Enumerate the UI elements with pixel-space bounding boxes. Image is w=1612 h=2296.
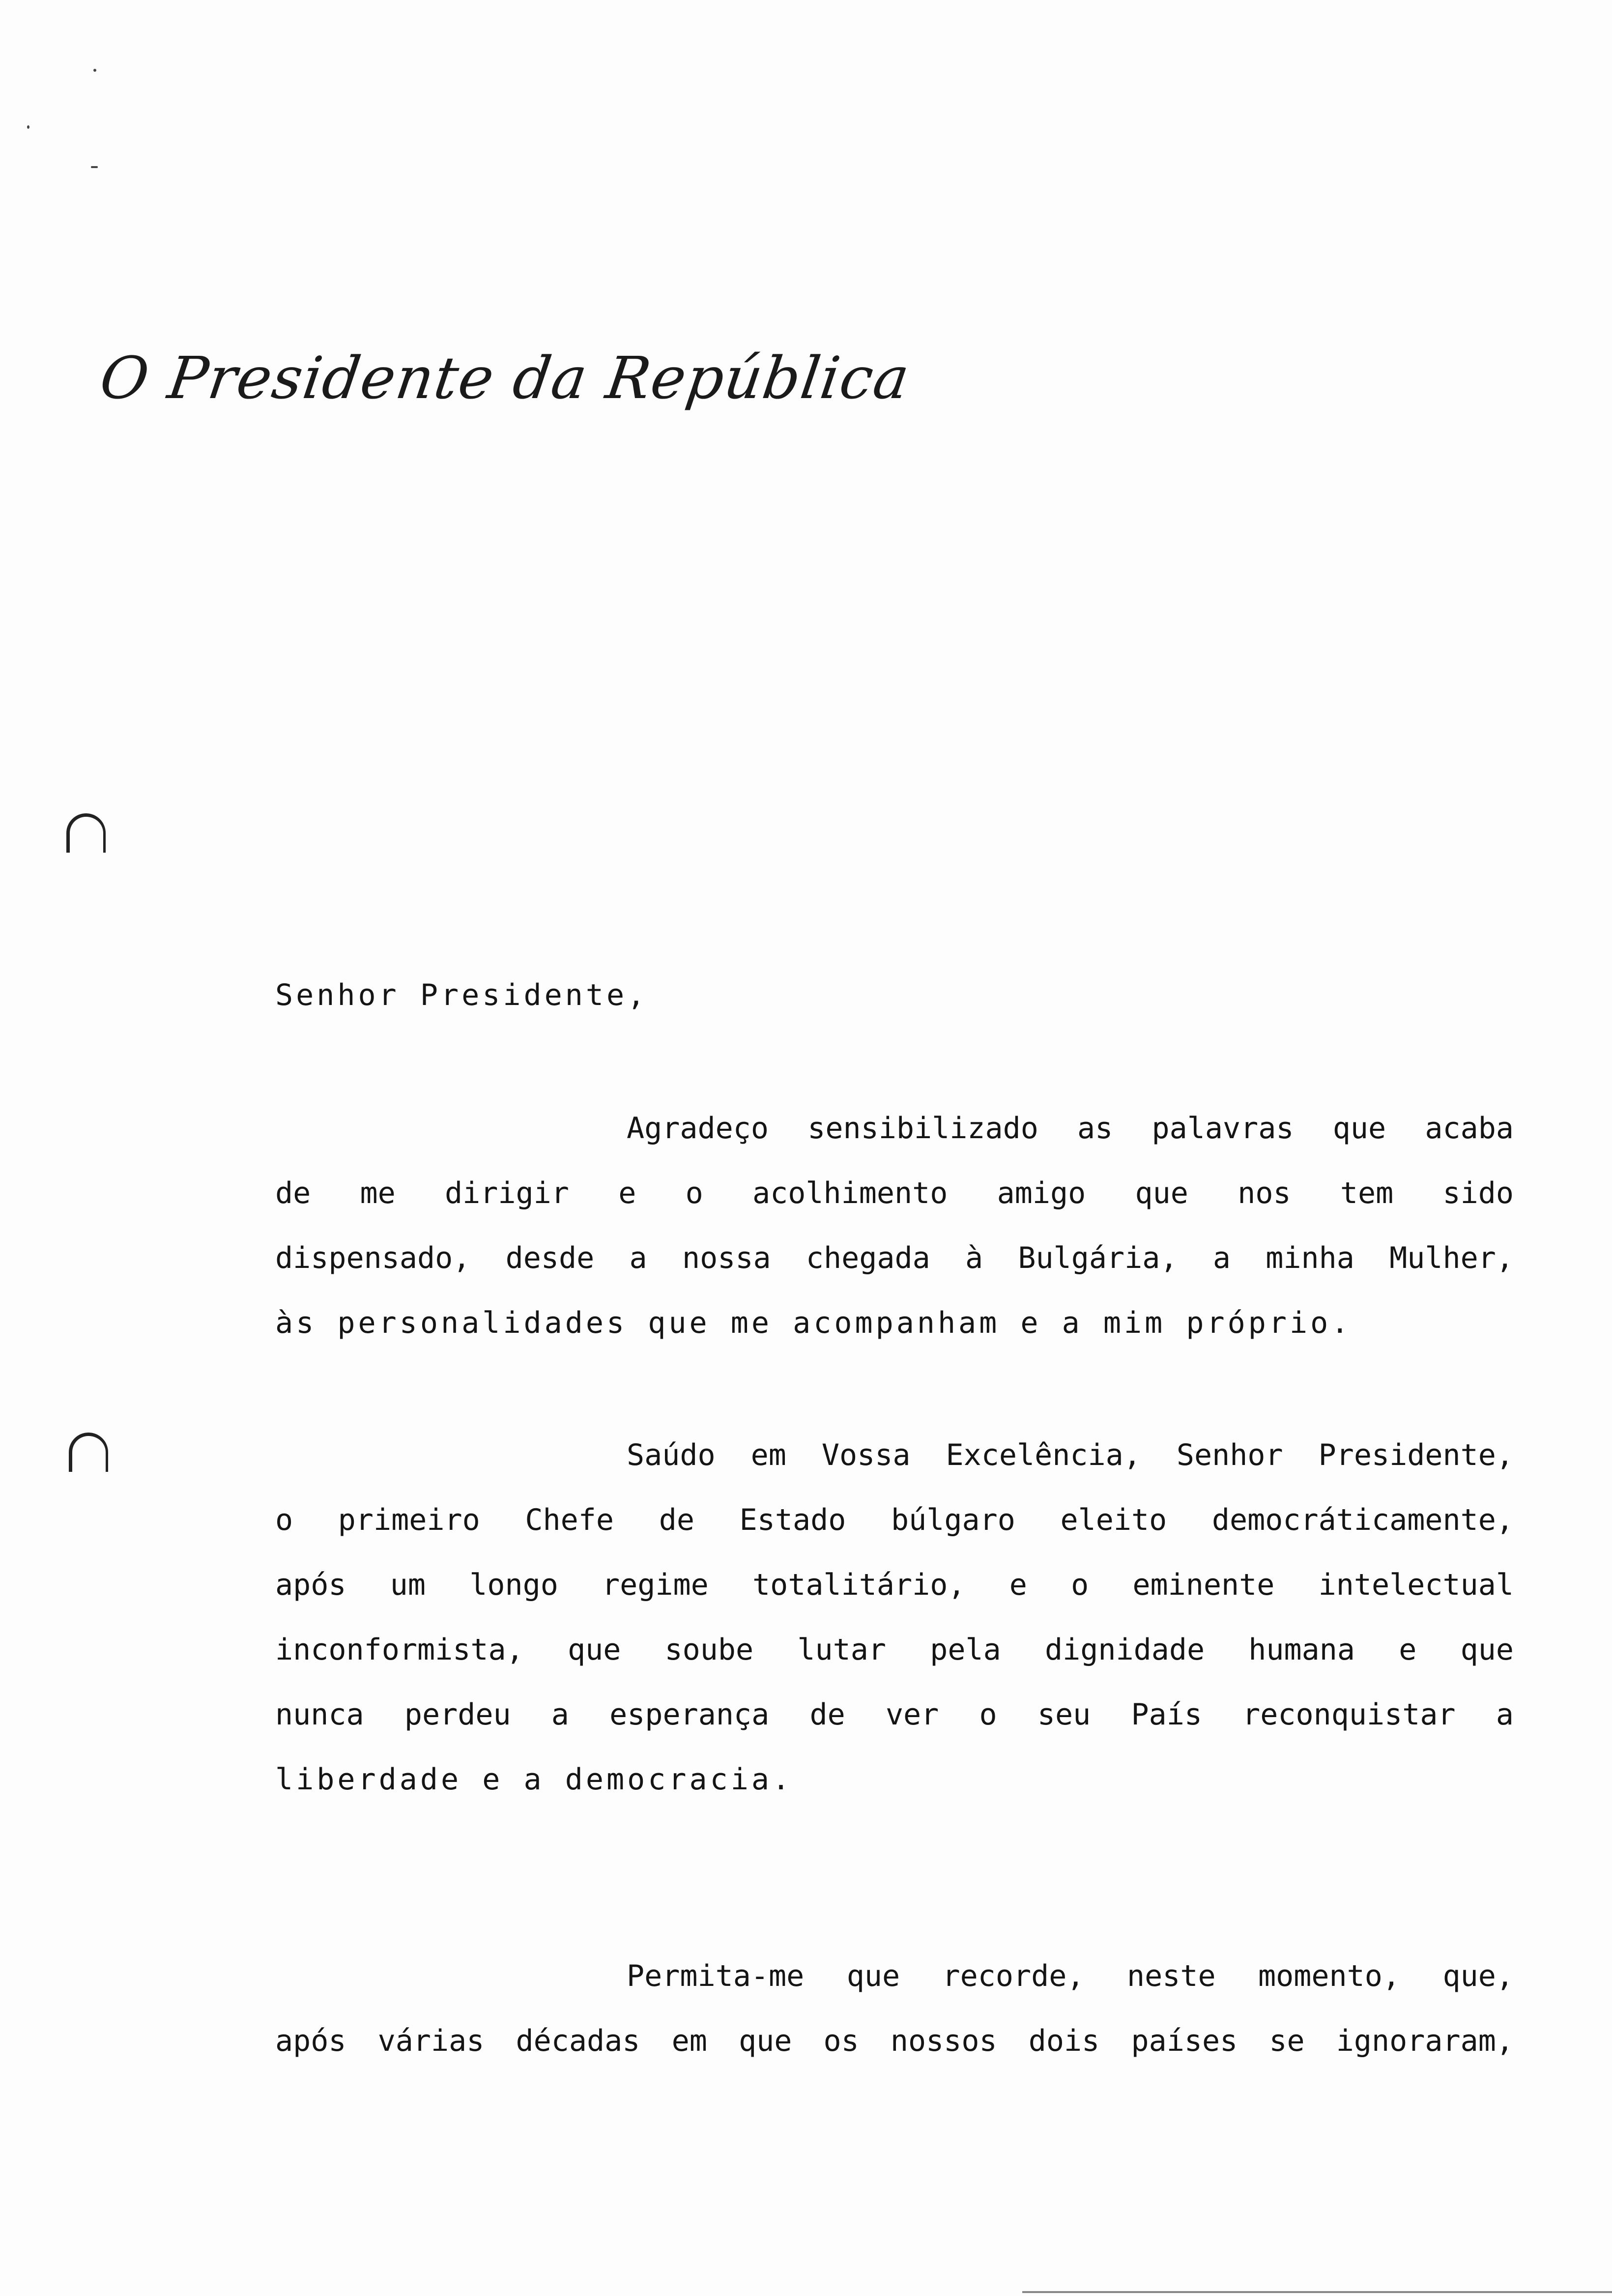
- paper-speck: [27, 125, 29, 129]
- text-line: nunca perdeu a esperança de ver o seu País reconquistar a: [275, 1697, 1514, 1732]
- punch-hole-mark: [69, 1433, 108, 1472]
- scan-edge-line: [1022, 2291, 1612, 2293]
- paragraph-2: [275, 1423, 1514, 1812]
- text-line: Permita-me que recorde, neste momento, que,: [627, 1959, 1514, 1993]
- punch-hole-mark: [66, 813, 106, 853]
- text-line: Agradeço sensibilizado as palavras que acaba: [627, 1111, 1514, 1146]
- paper-speck: [93, 69, 96, 72]
- text-line: de me dirigir e o acolhimento amigo que nos tem sido: [275, 1176, 1514, 1210]
- salutation: Senhor Presidente,: [275, 978, 648, 1012]
- text-line: às personalidades que me acompanham e a mim próprio.: [275, 1306, 1352, 1340]
- text-line: após um longo regime totalitário, e o eminente intelectual: [275, 1568, 1514, 1602]
- text-line: Saúdo em Vossa Excelência, Senhor Presidente,: [627, 1438, 1514, 1472]
- paragraph-1: [275, 1096, 1514, 1355]
- letterhead-title: O Presidente da República: [96, 344, 915, 412]
- paragraph-3: [275, 1944, 1514, 2073]
- text-line: liberdade e a democracia.: [275, 1762, 793, 1797]
- text-line: o primeiro Chefe de Estado búlgaro eleito democráticamente,: [275, 1503, 1514, 1537]
- paper-speck: [91, 166, 98, 168]
- text-line: após várias décadas em que os nossos dois países se ignoraram,: [275, 2024, 1514, 2058]
- text-line: dispensado, desde a nossa chegada à Bulgária, a minha Mulher,: [275, 1241, 1514, 1275]
- text-line: inconformista, que soube lutar pela dignidade humana e que: [275, 1633, 1514, 1667]
